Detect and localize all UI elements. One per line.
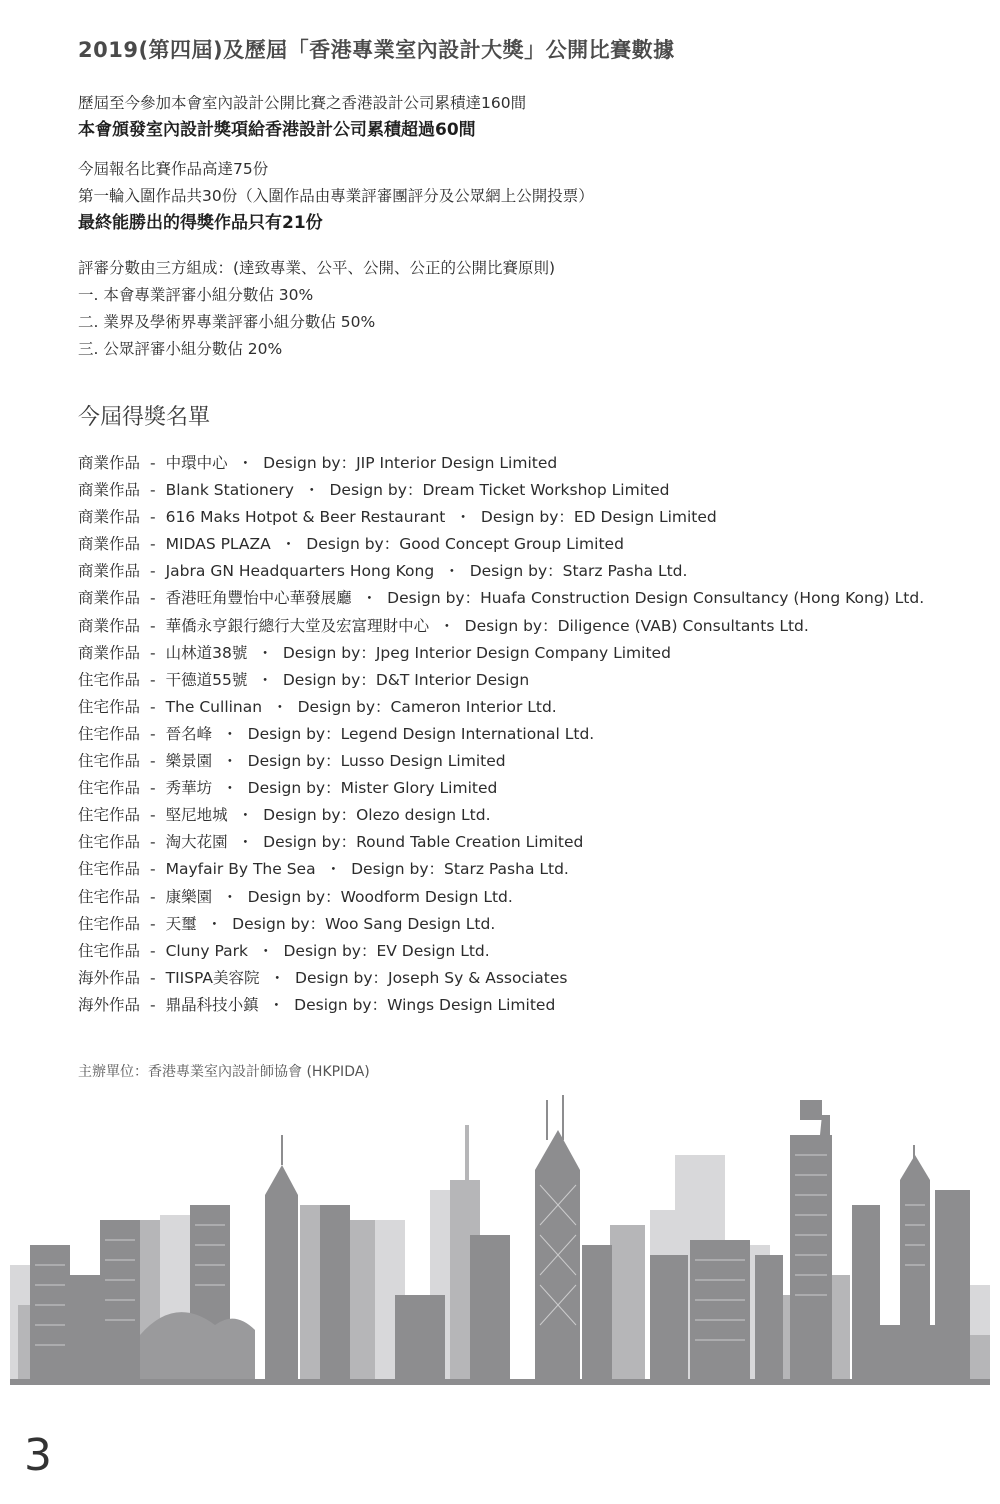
award-separator: ・ [222, 752, 238, 771]
award-dash: - [150, 968, 156, 987]
award-designer: Design by：D&T Interior Design [282, 670, 530, 689]
award-separator: ・ [269, 968, 286, 987]
page-number: 3 [24, 1430, 52, 1481]
award-separator: ・ [257, 941, 274, 960]
award-category: 商業作品 [78, 454, 141, 472]
award-project: 華僑永亨銀行總行大堂及宏富理財中心 [165, 616, 430, 635]
award-category: 住宅作品 [78, 724, 141, 743]
skyline-illustration [10, 1095, 990, 1385]
award-designer: Design by：Jpeg Interior Design Company Limited [282, 643, 671, 662]
award-separator: ・ [237, 806, 254, 825]
award-category: 商業作品 [78, 535, 141, 554]
judging-intro: 評審分數由三方組成：(達致專業、公平、公開、公正的公開比賽原則) [78, 259, 556, 277]
award-row [78, 504, 924, 531]
award-row [78, 884, 924, 911]
award-category: 商業作品 [78, 643, 141, 662]
award-dash: - [150, 914, 156, 933]
award-separator: ・ [222, 724, 238, 743]
award-dash: - [150, 562, 156, 581]
award-separator: ・ [439, 616, 455, 635]
award-row [78, 450, 924, 477]
award-row [78, 856, 924, 883]
award-row [78, 558, 924, 585]
award-dash: - [150, 995, 156, 1014]
award-row [78, 613, 924, 640]
award-project: 香港旺角豐怡中心華發展廳 [165, 589, 352, 608]
award-row [78, 721, 924, 748]
award-separator: ・ [268, 995, 285, 1014]
entries-block [78, 156, 594, 237]
award-row [78, 829, 924, 856]
award-separator: ・ [361, 589, 378, 608]
award-designer: Design by：Diligence (VAB) Consultants Ltd. [464, 616, 809, 635]
award-category: 商業作品 [78, 589, 141, 608]
award-category: 住宅作品 [78, 860, 141, 879]
judging-item: 三. 公眾評審小組分數佔 20% [78, 340, 283, 358]
award-project: Blank Stationery [165, 481, 294, 500]
winners-heading: 今屆得獎名單 [78, 405, 211, 430]
award-dash: - [150, 481, 156, 500]
awards-stat: 本會頒發室內設計獎項給香港設計公司累積超過60間 [78, 120, 476, 140]
award-category: 住宅作品 [78, 752, 141, 771]
award-row [78, 965, 924, 992]
award-category: 商業作品 [78, 562, 141, 581]
award-separator: ・ [206, 914, 223, 933]
award-category: 住宅作品 [78, 833, 141, 852]
award-project: 堅尼地城 [165, 806, 228, 825]
award-category: 住宅作品 [78, 670, 141, 689]
award-dash: - [150, 616, 156, 635]
award-row [78, 802, 924, 829]
award-designer: Design by：Olezo design Ltd. [263, 806, 491, 825]
award-category: 住宅作品 [78, 697, 141, 716]
award-project: 干德道55號 [165, 670, 248, 689]
award-category: 商業作品 [78, 481, 141, 500]
award-dash: - [150, 589, 156, 608]
award-separator: ・ [444, 562, 460, 581]
award-designer: Design by：Starz Pasha Ltd. [469, 562, 688, 581]
awards-list [78, 450, 924, 1019]
award-dash: - [150, 860, 156, 879]
award-designer: Design by：Round Table Creation Limited [263, 833, 584, 852]
judging-block [78, 255, 555, 363]
award-separator: ・ [222, 887, 238, 906]
award-project: Cluny Park [165, 941, 248, 960]
winning-entries: 最終能勝出的得獎作品只有21份 [78, 213, 323, 233]
award-row [78, 694, 924, 721]
shortlist-entries: 第一輪入圍作品共30份（入圍作品由專業評審團評分及公眾網上公開投票） [78, 187, 594, 205]
award-project: MIDAS PLAZA [165, 535, 271, 554]
award-project: 康樂園 [165, 887, 213, 906]
award-project: 山林道38號 [165, 643, 248, 662]
award-separator: ・ [237, 454, 254, 472]
award-project: TIISPA美容院 [165, 968, 260, 987]
award-category: 住宅作品 [78, 914, 141, 933]
award-separator: ・ [237, 833, 254, 852]
award-category: 海外作品 [78, 968, 141, 987]
award-row [78, 938, 924, 965]
award-dash: - [150, 752, 156, 771]
award-dash: - [150, 941, 156, 960]
award-designer: Design by：ED Design Limited [480, 508, 717, 527]
award-dash: - [150, 508, 156, 527]
award-dash: - [150, 643, 156, 662]
award-dash: - [150, 806, 156, 825]
award-designer: Design by：Legend Design International Ltd. [247, 724, 595, 743]
award-category: 海外作品 [78, 995, 141, 1014]
award-row [78, 585, 924, 612]
award-project: The Cullinan [165, 697, 263, 716]
award-designer: Design by：Wings Design Limited [294, 995, 556, 1014]
award-project: 樂景園 [165, 752, 213, 771]
award-row [78, 748, 924, 775]
award-row [78, 531, 924, 558]
award-designer: Design by：Woodform Design Ltd. [247, 887, 513, 906]
award-dash: - [150, 670, 156, 689]
award-dash: - [150, 697, 156, 716]
award-row [78, 911, 924, 938]
award-designer: Design by：Cameron Interior Ltd. [297, 697, 557, 716]
judging-item: 二. 業界及學術界專業評審小組分數佔 50% [78, 313, 376, 331]
award-project: 晉名峰 [165, 724, 213, 743]
award-dash: - [150, 454, 156, 472]
award-project: 天璽 [165, 914, 197, 933]
award-separator: ・ [222, 779, 238, 798]
award-separator: ・ [303, 481, 320, 500]
award-designer: Design by：EV Design Ltd. [283, 941, 490, 960]
award-project: Jabra GN Headquarters Hong Kong [165, 562, 435, 581]
award-category: 住宅作品 [78, 779, 141, 798]
award-designer: Design by：Mister Glory Limited [247, 779, 498, 798]
award-dash: - [150, 724, 156, 743]
award-project: 淘大花園 [165, 833, 228, 852]
award-project: 鼎晶科技小鎮 [165, 995, 259, 1014]
award-separator: ・ [455, 508, 471, 527]
award-dash: - [150, 779, 156, 798]
companies-stat: 歷屆至今參加本會室內設計公開比賽之香港設計公司累積達160間 [78, 94, 527, 112]
page-title: 2019(第四屆)及歷屆「香港專業室內設計大獎」公開比賽數據 [78, 38, 675, 62]
award-category: 住宅作品 [78, 806, 141, 825]
award-dash: - [150, 535, 156, 554]
award-row [78, 775, 924, 802]
award-designer: Design by：Starz Pasha Ltd. [351, 860, 569, 879]
award-designer: Design by：Woo Sang Design Ltd. [232, 914, 496, 933]
judging-item: 一. 本會專業評審小組分數佔 30% [78, 286, 314, 304]
award-category: 住宅作品 [78, 941, 141, 960]
award-category: 商業作品 [78, 508, 141, 527]
award-designer: Design by：Huafa Construction Design Consultancy (Hong Kong) Ltd. [387, 589, 925, 608]
stats-block [78, 90, 526, 144]
award-row [78, 667, 924, 694]
award-separator: ・ [257, 670, 273, 689]
award-project: 中環中心 [165, 454, 228, 472]
award-dash: - [150, 833, 156, 852]
organizer-credit: 主辦單位：香港專業室內設計師協會 (HKPIDA) [78, 1064, 370, 1080]
award-project: Mayfair By The Sea [165, 860, 316, 879]
total-entries: 今屆報名比賽作品高達75份 [78, 160, 269, 178]
award-separator: ・ [280, 535, 297, 554]
award-row [78, 640, 924, 667]
award-dash: - [150, 887, 156, 906]
award-row [78, 992, 924, 1019]
award-designer: Design by：Good Concept Group Limited [306, 535, 624, 554]
award-designer: Design by：Lusso Design Limited [247, 752, 506, 771]
award-project: 616 Maks Hotpot & Beer Restaurant [165, 508, 446, 527]
award-row [78, 477, 924, 504]
award-designer: Design by：Joseph Sy & Associates [295, 968, 568, 987]
award-designer: Design by：Dream Ticket Workshop Limited [329, 481, 670, 500]
award-separator: ・ [272, 697, 288, 716]
award-designer: Design by：JIP Interior Design Limited [263, 454, 558, 472]
award-separator: ・ [257, 643, 273, 662]
award-separator: ・ [325, 860, 342, 879]
award-project: 秀華坊 [165, 779, 213, 798]
award-category: 商業作品 [78, 616, 141, 635]
award-category: 住宅作品 [78, 887, 141, 906]
